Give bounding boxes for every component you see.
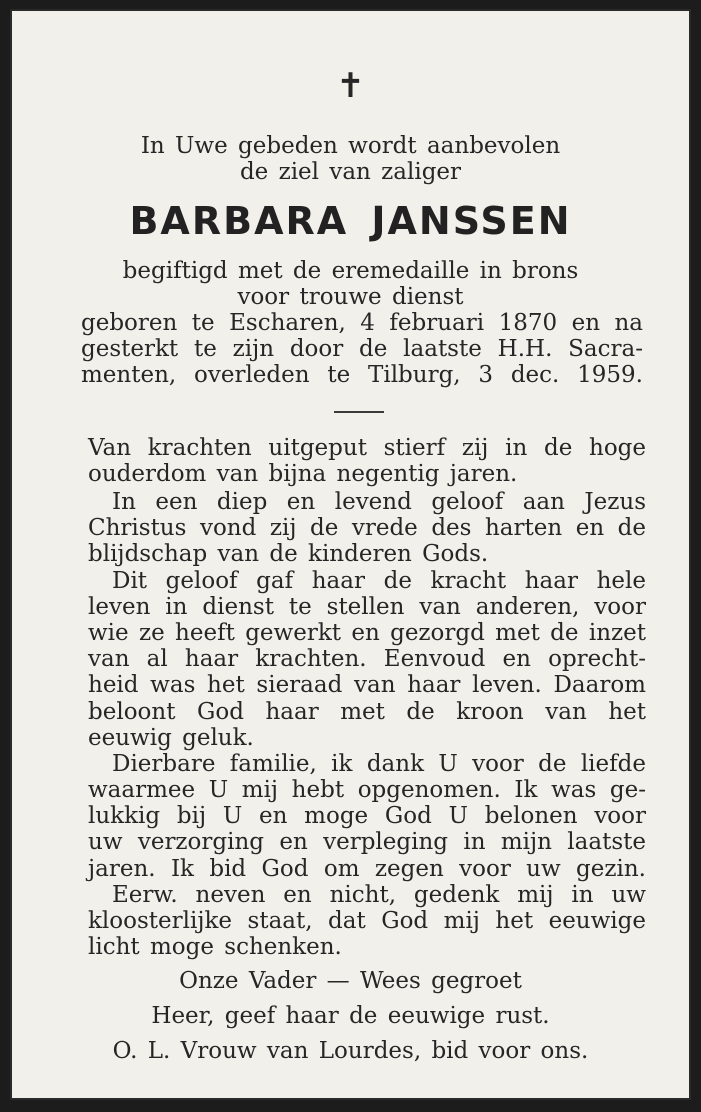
prayer-line-1: Onze Vader — Wees gegroet <box>179 968 522 994</box>
body-line: waarmee U mij hebt opgenomen. Ik was ge- <box>88 777 646 803</box>
body-line: Dierbare familie, ik dank U voor de liefde <box>112 751 646 777</box>
body-line: Van krachten uitgeput stierf zij in de hoge <box>88 435 646 461</box>
divider <box>334 411 384 413</box>
intro-line-2: de ziel van zaliger <box>239 159 462 185</box>
card-paper <box>10 9 691 1100</box>
body-line: wie ze heeft gewerkt en gezorgd met de inzet <box>88 620 646 646</box>
body-line: beloont God haar met de kroon van het <box>88 699 646 725</box>
body-line: van al haar krachten. Eenvoud en oprecht- <box>88 646 646 672</box>
body-line: ouderdom van bijna negentig jaren. <box>88 461 518 487</box>
deceased-name: BARBARA JANSSEN <box>129 199 572 243</box>
prayer-line-3: O. L. Vrouw van Lourdes, bid voor ons. <box>112 1038 589 1064</box>
body-line: Christus vond zij de vrede des harten en de <box>88 515 646 541</box>
body-line: leven in dienst te stellen van anderen, voor <box>88 594 646 620</box>
birth-line-1: geboren te Escharen, 4 februari 1870 en na <box>81 310 643 336</box>
body-line: heid was het sieraad van haar leven. Daarom <box>88 672 646 698</box>
body-line: blijdschap van de kinderen Gods. <box>88 541 489 567</box>
body-line: lukkig bij U en moge God U belonen voor <box>88 803 646 829</box>
body-line: In een diep en levend geloof aan Jezus <box>112 489 646 515</box>
body-line: kloosterlijke staat, dat God mij het eeuwige <box>88 908 646 934</box>
birth-line-2: gesterkt te zijn door de laatste H.H. Sacra- <box>81 336 643 362</box>
body-line: licht moge schenken. <box>88 934 342 960</box>
birth-line-3: menten, overleden te Tilburg, 3 dec. 1959. <box>81 362 643 388</box>
body-line: Dit geloof gaf haar de kracht haar hele <box>112 568 646 594</box>
intro-line-1: In Uwe gebeden wordt aanbevolen <box>140 133 561 159</box>
honor-line-1: begiftigd met de eremedaille in brons <box>122 258 579 284</box>
cross-icon: ✝ <box>336 66 365 106</box>
body-line: Eerw. neven en nicht, gedenk mij in uw <box>112 882 646 908</box>
body-line: eeuwig geluk. <box>88 725 254 751</box>
honor-line-2: voor trouwe dienst <box>237 284 464 310</box>
prayer-line-2: Heer, geef haar de eeuwige rust. <box>151 1003 550 1029</box>
body-line: jaren. Ik bid God om zegen voor uw gezin. <box>88 856 646 882</box>
body-line: uw verzorging en verpleging in mijn laatste <box>88 829 646 855</box>
